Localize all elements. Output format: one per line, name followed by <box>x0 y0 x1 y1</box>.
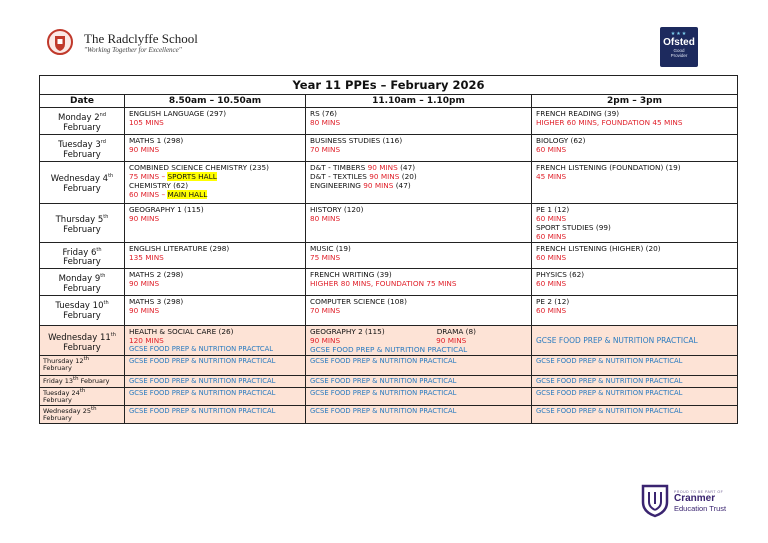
school-name: The Radclyffe School <box>84 30 198 46</box>
column-header-afternoon: 2pm – 3pm <box>532 95 738 108</box>
exam-cell: MATHS 3 (298) 90 MINS <box>125 296 306 326</box>
trust-name: Cranmer <box>674 492 716 504</box>
exam-cell: COMPUTER SCIENCE (108) 70 MINS <box>306 296 532 326</box>
exam-cell: ENGLISH LITERATURE (298) 135 MINS <box>125 242 306 269</box>
date-cell: Wednesday 25th February <box>40 406 125 424</box>
exam-cell: GCSE FOOD PREP & NUTRITION PRACTICAL <box>125 376 306 388</box>
exam-cell: GCSE FOOD PREP & NUTRITION PRACTICAL <box>125 356 306 376</box>
exam-cell: FRENCH WRITING (39) HIGHER 80 MINS, FOUNDATION 75 MINS <box>306 269 532 296</box>
ofsted-word: Ofsted <box>663 37 695 48</box>
exam-cell: GCSE FOOD PREP & NUTRITION PRACTICAL <box>125 406 306 424</box>
exam-cell: HISTORY (120) 80 MINS <box>306 203 532 242</box>
trust-branding <box>640 484 726 518</box>
exam-cell: GEOGRAPHY 2 (115) DRAMA (8) 90 MINS 90 MINS GCSE FOOD PREP & NUTRITION PRACTICAL <box>306 326 532 356</box>
exam-cell: FRENCH LISTENING (FOUNDATION) (19) 45 MINS <box>532 161 738 203</box>
date-cell: Thursday 12th February <box>40 356 125 376</box>
exam-cell: GCSE FOOD PREP & NUTRITION PRACTICAL <box>306 376 532 388</box>
column-header-morning: 8.50am – 10.50am <box>125 95 306 108</box>
exam-cell: GCSE FOOD PREP & NUTRITION PRACTICAL <box>532 406 738 424</box>
exam-cell: GCSE FOOD PREP & NUTRITION PRACTICAL <box>532 388 738 406</box>
exam-cell: HEALTH & SOCIAL CARE (26) 120 MINS GCSE FOOD PREP & NUTRITION PRACTCAL <box>125 326 306 356</box>
date-cell: Wednesday 4th February <box>40 161 125 203</box>
column-header-midday: 11.10am – 1.10pm <box>306 95 532 108</box>
exam-cell: MATHS 1 (298) 90 MINS <box>125 134 306 161</box>
exam-cell: GCSE FOOD PREP & NUTRITION PRACTICAL <box>306 356 532 376</box>
date-cell: Tuesday 10th February <box>40 296 125 326</box>
school-crest-icon <box>46 28 74 56</box>
date-cell: Thursday 5th February <box>40 203 125 242</box>
date-cell: Tuesday 24th February <box>40 388 125 406</box>
table-row <box>40 108 738 135</box>
exam-cell: GCSE FOOD PREP & NUTRITION PRACTICAL <box>125 388 306 406</box>
trust-tagline: PROUD TO BE PART OF <box>674 489 724 494</box>
table-row <box>40 326 738 356</box>
venue-highlight: SPORTS HALL <box>167 171 217 181</box>
table-row <box>40 242 738 269</box>
ofsted-stars-icon: ★★★ <box>670 31 688 37</box>
exam-cell: D&T - TIMBERS 90 MINS (47) D&T - TEXTILES 90 MINS (20) ENGINEERING 90 MINS (47) <box>306 161 532 203</box>
exam-cell: GEOGRAPHY 1 (115) 90 MINS <box>125 203 306 242</box>
school-branding <box>46 28 198 56</box>
venue-highlight: MAIN HALL <box>167 189 208 199</box>
date-cell: Friday 6th February <box>40 242 125 269</box>
exam-cell: GCSE FOOD PREP & NUTRITION PRACTICAL <box>306 388 532 406</box>
table-row <box>40 203 738 242</box>
table-row <box>40 296 738 326</box>
exam-cell: GCSE FOOD PREP & NUTRITION PRACTICAL <box>532 326 738 356</box>
ofsted-badge <box>660 27 698 67</box>
exam-cell: PE 1 (12) 60 MINS SPORT STUDIES (99) 60 MINS <box>532 203 738 242</box>
ofsted-rating-provider: Provider <box>670 53 688 58</box>
table-row <box>40 134 738 161</box>
exam-cell: PHYSICS (62) 60 MINS <box>532 269 738 296</box>
school-motto: "Working Together for Excellence" <box>84 45 182 54</box>
exam-cell: GCSE FOOD PREP & NUTRITION PRACTICAL <box>306 406 532 424</box>
exam-cell: PE 2 (12) 60 MINS <box>532 296 738 326</box>
cranmer-shield-icon <box>640 484 670 518</box>
table-row <box>40 356 738 376</box>
date-cell: Friday 13th February <box>40 376 125 388</box>
column-header-date: Date <box>40 95 125 108</box>
exam-cell: COMBINED SCIENCE CHEMISTRY (235) 75 MINS – SPORTS HALL CHEMISTRY (62) 60 MINS – MAIN HALL <box>125 161 306 203</box>
timetable-title: Year 11 PPEs – February 2026 <box>40 76 738 95</box>
date-cell: Monday 2nd February <box>40 108 125 135</box>
exam-timetable <box>39 75 738 424</box>
table-row <box>40 269 738 296</box>
table-row <box>40 376 738 388</box>
table-row <box>40 388 738 406</box>
date-cell: Monday 9th February <box>40 269 125 296</box>
exam-cell: GCSE FOOD PREP & NUTRITION PRACTICAL <box>532 356 738 376</box>
exam-cell: BUSINESS STUDIES (116) 70 MINS <box>306 134 532 161</box>
exam-cell: GCSE FOOD PREP & NUTRITION PRACTICAL <box>532 376 738 388</box>
table-row <box>40 406 738 424</box>
exam-cell: MUSIC (19) 75 MINS <box>306 242 532 269</box>
exam-cell: FRENCH READING (39) HIGHER 60 MINS, FOUNDATION 45 MINS <box>532 108 738 135</box>
exam-cell: ENGLISH LANGUAGE (297) 105 MINS <box>125 108 306 135</box>
exam-cell: FRENCH LISTENING (HIGHER) (20) 60 MINS <box>532 242 738 269</box>
trust-subtitle: Education Trust <box>674 503 727 513</box>
date-cell: Tuesday 3rd February <box>40 134 125 161</box>
exam-cell: RS (76) 80 MINS <box>306 108 532 135</box>
ofsted-rating: Good <box>673 48 685 53</box>
exam-cell: BIOLOGY (62) 60 MINS <box>532 134 738 161</box>
exam-cell: MATHS 2 (298) 90 MINS <box>125 269 306 296</box>
table-row <box>40 161 738 203</box>
date-cell: Wednesday 11th February <box>40 326 125 356</box>
